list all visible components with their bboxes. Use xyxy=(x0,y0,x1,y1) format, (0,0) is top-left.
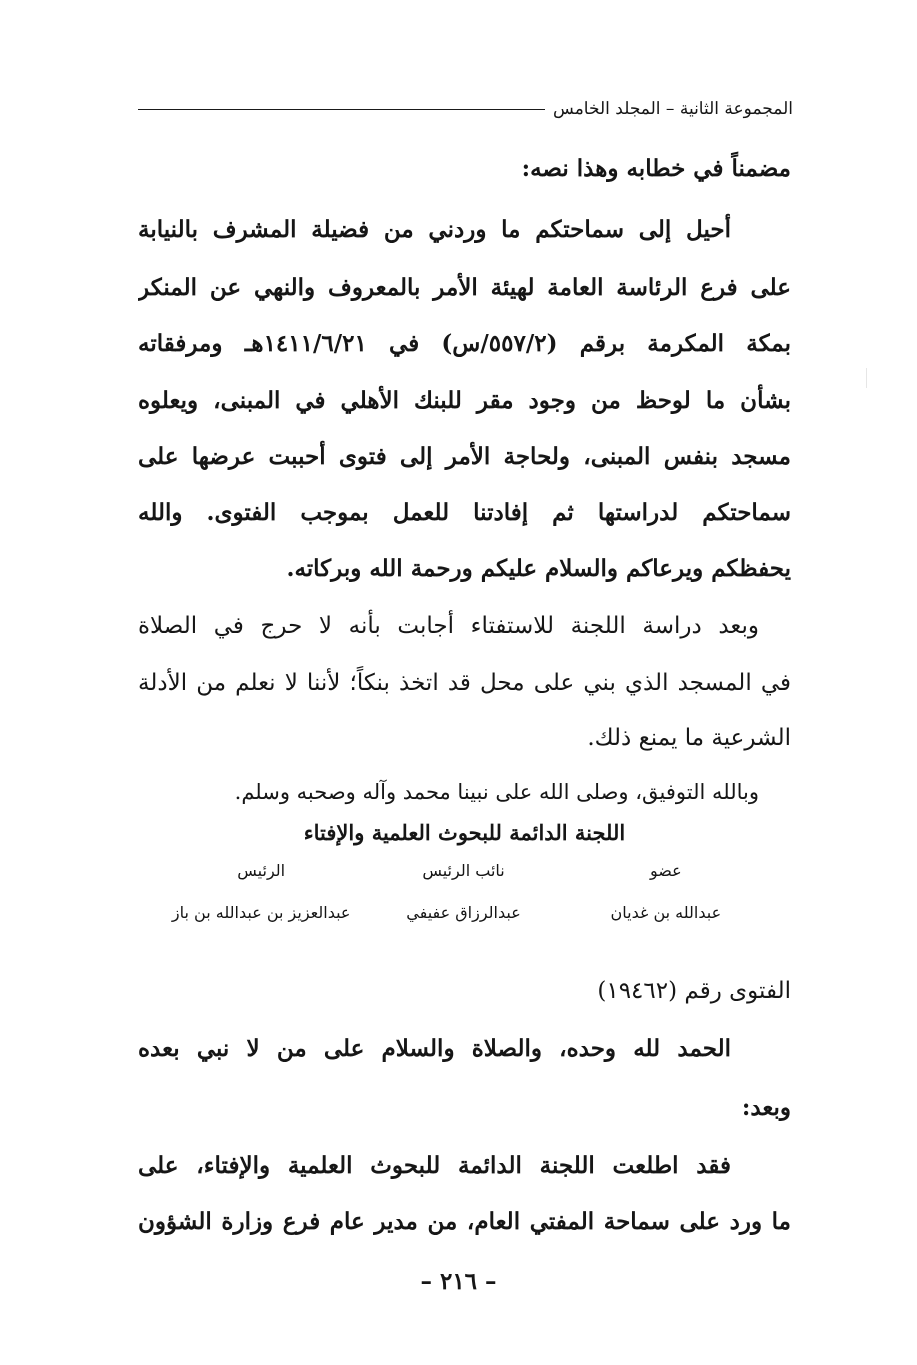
letter-line: مسجد بنفس المبنى، ولحاجة الأمر إلى فتوى أحببت عرضها على xyxy=(138,443,791,470)
signature-role: الرئيس xyxy=(237,861,286,880)
signature-vice-president xyxy=(362,856,564,930)
letter-line: على فرع الرئاسة العامة لهيئة الأمر بالمعروف والنهي عن المنكر xyxy=(138,274,791,301)
answer-line: وبعد دراسة اللجنة للاستفتاء أجابت بأنه لا حرج في الصلاة xyxy=(138,613,759,639)
running-header xyxy=(138,94,793,124)
letter-line: سماحتكم لدراستها ثم إفادتنا للعمل بموجب الفتوى. والله xyxy=(138,499,791,526)
signature-person: عبدالعزيز بن عبدالله بن باز xyxy=(171,903,351,922)
scan-edge-mark xyxy=(866,368,867,388)
fatwa-title: الفتوى رقم (١٩٤٦٢) xyxy=(597,978,791,1004)
signature-member xyxy=(565,856,767,930)
signature-role: نائب الرئيس xyxy=(422,861,505,880)
signatures xyxy=(160,856,767,930)
fatwa-line: وبعد: xyxy=(741,1094,791,1121)
header-rule xyxy=(138,109,545,110)
letter-intro: مضمناً في خطابه وهذا نصه: xyxy=(521,155,791,182)
letter-line: بمكة المكرمة برقم (٥٥٧/٢/س) في ١٤١١/٦/٢١هـ ومرفقاته xyxy=(138,330,791,357)
letter-line: يحفظكم ويرعاكم والسلام عليكم ورحمة الله وبركاته. xyxy=(286,555,791,582)
letter-line: بشأن ما لوحظ من وجود مقر للبنك الأهلي في المبنى، ويعلوه xyxy=(138,387,791,414)
signature-role: عضو xyxy=(650,861,682,880)
letter-line: أحيل إلى سماحتكم ما وردني من فضيلة المشرف بالنيابة xyxy=(138,216,731,243)
closing-line: وبالله التوفيق، وصلى الله على نبينا محمد وآله وصحبه وسلم. xyxy=(234,780,759,804)
fatwa-line: ما ورد على سماحة المفتي العام، من مدير عام فرع وزارة الشؤون xyxy=(138,1208,791,1235)
fatwa-line: الحمد لله وحده، والصلاة والسلام على من لا نبي بعده xyxy=(138,1035,731,1062)
signature-person: عبدالرزاق عفيفي xyxy=(406,903,521,922)
page-number: – ٢١٦ – xyxy=(420,1268,497,1295)
running-title: المجموعة الثانية – المجلد الخامس xyxy=(553,99,793,119)
committee-name: اللجنة الدائمة للبحوث العلمية والإفتاء xyxy=(303,820,626,845)
answer-line: في المسجد الذي بني على محل قد اتخذ بنكاً؛ لأننا لا نعلم من الأدلة xyxy=(138,670,791,696)
answer-line: الشرعية ما يمنع ذلك. xyxy=(587,725,791,751)
signature-person: عبدالله بن غديان xyxy=(610,903,722,922)
signature-president xyxy=(160,856,362,930)
fatwa-line: فقد اطلعت اللجنة الدائمة للبحوث العلمية والإفتاء، على xyxy=(138,1152,731,1179)
